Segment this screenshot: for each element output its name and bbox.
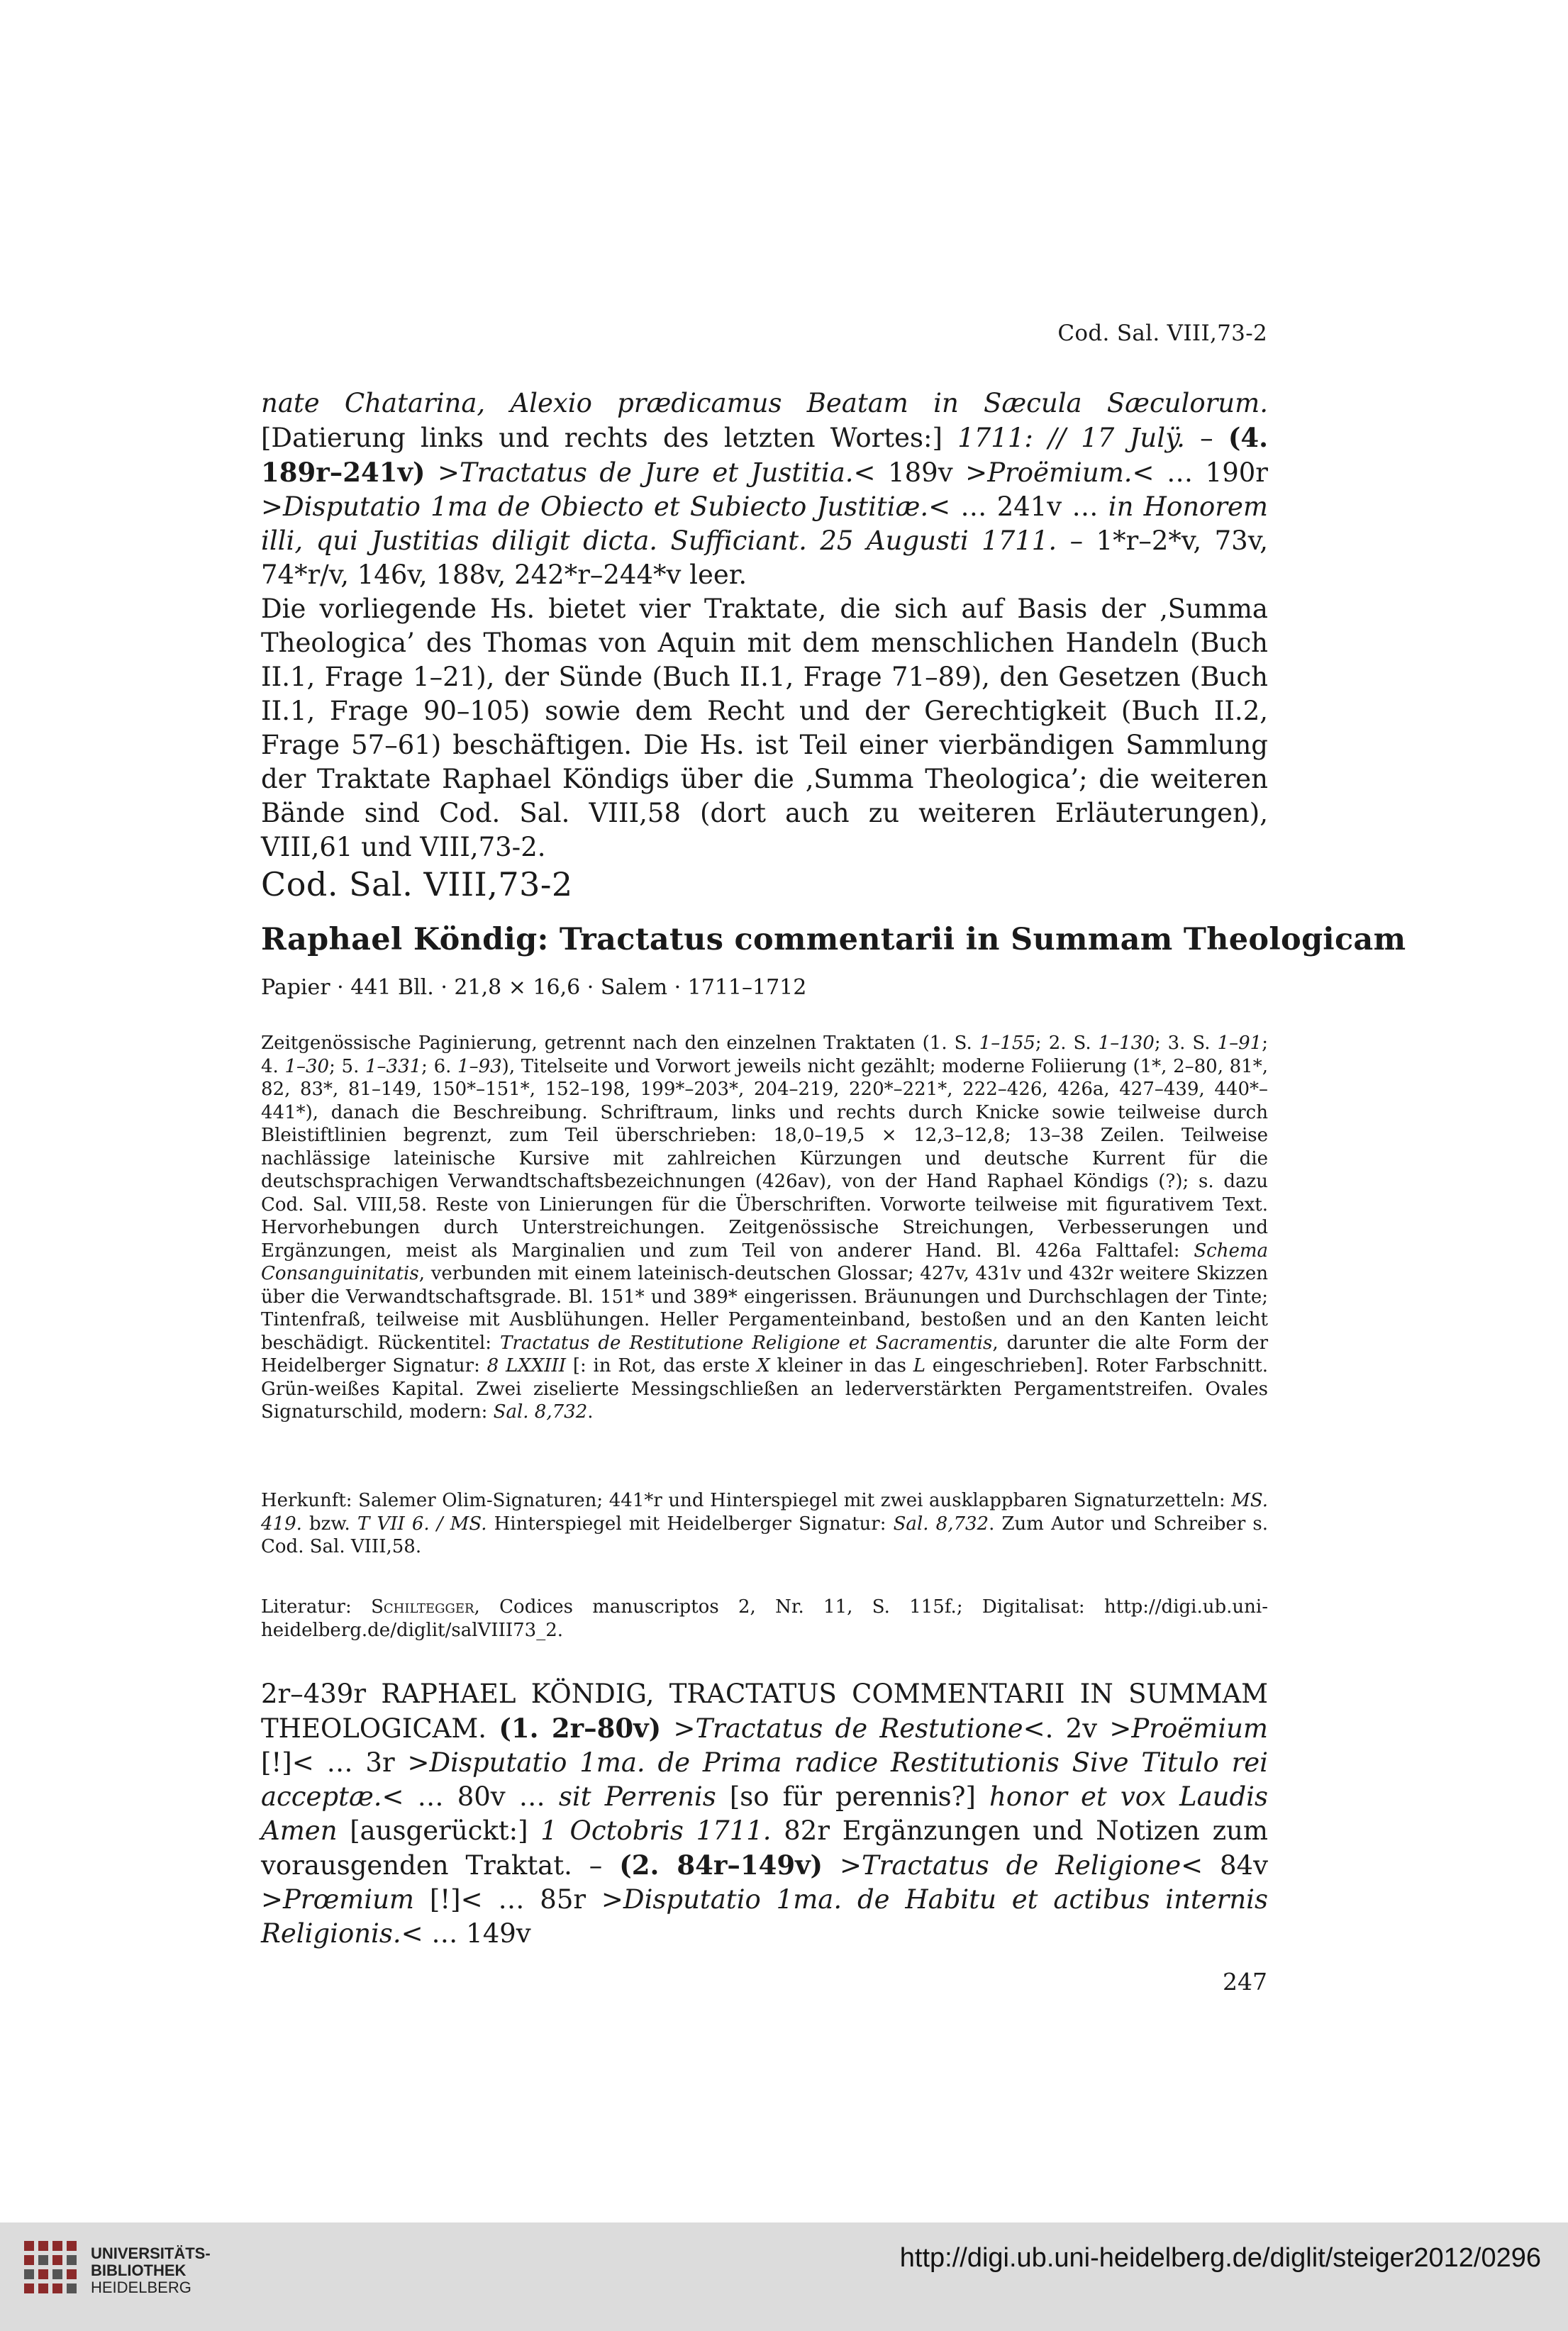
text-italic: Schema Consanguinitatis [261,1240,1268,1284]
logo-line: BIBLIOTHEK [91,2262,187,2279]
text: [Datierung links und rechts des letzten Wortes:] [261,423,958,453]
running-head: Cod. Sal. VIII,73-2 [1057,321,1267,346]
continuation-paragraph [261,386,1268,864]
logo-line: UNIVERSITÄTS- [91,2244,211,2262]
text-italic: Disputatio 1ma de Obiecto et Subiecto Justitiæ. [283,491,929,522]
text: ; 4. [261,1033,1268,1077]
physical-description [261,1032,1268,1424]
text: ; 2. S. [1035,1033,1099,1054]
text-italic: Tractatus de Restutione [695,1713,1023,1744]
library-logo-icon [17,2234,85,2302]
text-italic: 8 LXXIII [486,1355,567,1376]
text: 82r Ergänzungen und Notizen zum vorausgenden Traktat. – [261,1815,1268,1881]
source-url-link[interactable]: http://digi.ub.uni-heidelberg.de/diglit/steiger2012/0296 [899,2243,1541,2273]
section-heading: Cod. Sal. VIII,73-2 [261,865,573,903]
text: Hinterspiegel mit Heidelberger Signatur: [486,1513,894,1535]
text-italic: 1–331 [365,1055,422,1077]
text: , verbunden mit einem lateinisch-deutschen Glossar; 427v, 431v und 432r weitere Skizzen über die Verwandtschaftsgrade. Bl. 151* und 389* eingerissen. Bräunungen und Durchschlagen der Tinte; Tintenfraß, teilweise mit Ausblühungen. Heller Pergamenteinband, bestoßen und an den Kanten leicht beschädigt. Rückentitel: [261,1263,1268,1354]
text-italic: Tractatus de Religione [862,1850,1181,1881]
text-italic: Disputatio 1ma. de Prima radice Restitutionis Sive Titulo rei acceptæ. [261,1747,1268,1812]
text-italic: Proëmium. [987,457,1133,488]
text: < … 80v … [382,1781,559,1812]
text-italic: Tractatus de Jure et Justitia. [460,457,854,488]
text: – 1*r–2*v, 73v, 74*r/v, 146v, 188v, 242*r–244*v leer. [261,525,1268,590]
text: ; 3. S. [1154,1033,1218,1054]
text: kleiner in das [769,1355,913,1376]
text: ; 5. [329,1055,365,1077]
text: , darunter die alte Form der Heidelberger Signatur: [261,1332,1269,1376]
library-logo-text [91,2245,211,2296]
text: [!]< … 3r > [261,1747,430,1778]
logo-line: HEIDELBERG [91,2279,191,2296]
text-italic: Sal. 8,732 [493,1401,588,1423]
text-italic: X [757,1355,770,1376]
text: bzw. [301,1513,357,1535]
text-italic: 1–130 [1098,1033,1155,1054]
text: 2r–439r RAPHAEL KÖNDIG, TRACTATUS COMMENTARII IN SUMMAM THEOLOGICAM. [261,1679,1268,1744]
text-italic: T VII 6. / MS. [357,1513,487,1535]
text: Literatur: [261,1596,372,1618]
text-italic: honor et vox Laudis Amen [261,1781,1269,1846]
text: < … 190r > [261,457,1268,522]
text-italic: 1–93 [457,1055,502,1077]
text-italic: Disputatio 1ma. de Habitu et actibus internis Religionis. [261,1884,1268,1949]
contents-entry [261,1677,1268,1951]
text: – [1184,423,1228,453]
text: <. 2v > [1023,1713,1132,1744]
text: > [425,457,460,488]
text: , Codices manuscriptos 2, Nr. 11, S. 115f.; Digitalisat: http://digi.ub.uni-heidelberg.de/diglit/salVIII73_2. [261,1596,1268,1641]
text: [so für perennis?] [716,1781,990,1812]
text: > [661,1713,696,1744]
text: > [823,1850,862,1881]
text: < 189v > [853,457,988,488]
text-italic: Prœmium [283,1884,415,1915]
text: [ausgerückt:] [337,1815,541,1846]
text: [: in Rot, das erste [566,1355,757,1376]
description-paragraph: Die vorliegende Hs. bietet vier Traktate, die sich auf Basis der ‚Summa Theologica’ des Thomas von Aquin mit dem menschlichen Handeln (Buch II.1, Frage 1–21), der Sünde (Buch II.1, Frage 71–89), den Gesetzen (Buch II.1, Frage 90–105) sowie dem Recht und der Gerechtigkeit (Buch II.2, Frage 57–61) beschäftigen. Die Hs. ist Teil einer vierbändigen Sammlung der Traktate Raphael Köndigs über die ‚Summa Theologica’; die weiteren Bände sind Cod. Sal. VIII,58 (dort auch zu weiteren Erläuterungen), VIII,61 und VIII,73-2. [261,594,1268,862]
text: < … 149v [401,1918,531,1949]
text-smallcaps: Schiltegger [371,1596,474,1618]
text-italic: Proëmium [1131,1713,1268,1744]
text: Herkunft: Salemer Olim-Signaturen; 441*r und Hinterspiegel mit zwei ausklappbaren Signaturzetteln: [261,1490,1232,1511]
text-italic: Tractatus de Restitutione Religione et Sacramentis [500,1332,993,1354]
section-meta: Papier · 441 Bll. · 21,8 × 16,6 · Salem · 1711–1712 [261,975,807,1000]
text: . [587,1401,594,1423]
text: Zeitgenössische Paginierung, getrennt nach den einzelnen Traktaten (1. S. [261,1033,979,1054]
text-italic: 1–30 [284,1055,330,1077]
text-italic: in Honorem illi, qui Justitias diligit dicta. Sufficiant. 25 Augusti 1711. [261,491,1268,556]
text: eingeschrieben]. Roter Farbschnitt. Grün-weißes Kapital. Zwei ziselierte Messingschließen an lederverstärkten Pergamentstreifen. Ovales Signaturschild, modern: [261,1355,1268,1423]
text-italic: 1–91 [1217,1033,1262,1054]
text-italic: Sal. 8,732 [893,1513,989,1535]
footer-bar [0,2222,1568,2331]
text: ; 6. [421,1055,458,1077]
text-bold: (2. 84r–149v) [619,1849,823,1881]
provenance-paragraph [261,1489,1268,1559]
literature-paragraph [261,1596,1268,1642]
text-italic: 1–155 [979,1033,1035,1054]
text-italic: 1711: // 17 Julÿ. [957,423,1185,453]
text: < … 241v … [928,491,1108,522]
text-italic: L [913,1355,925,1376]
page-number: 247 [1223,1968,1267,1996]
text: [!]< … 85r > [414,1884,623,1915]
text-italic: sit Perrenis [558,1781,716,1812]
text-bold: (1. 2r–80v) [499,1713,662,1744]
text-italic: MS. 419. [261,1490,1268,1535]
text: . Zum Autor und Schreiber s. Cod. Sal. VIII,58. [261,1513,1268,1557]
section-title: Raphael Köndig: Tractatus commentarii in Summam Theologicam [261,922,1406,957]
text-italic: nate Chatarina, Alexio prædicamus Beatam in Sæcula Sæculorum. [261,388,1268,418]
text-italic: 1 Octobris 1711. [540,1815,772,1846]
text: ), Titelseite und Vorwort jeweils nicht gezählt; moderne Foliierung (1*, 2–80, 81*, 82, 83*, 81–149, 150*–151*, 152–198, 199*–203*, 204–219, 220*–221*, 222–426, 426a, 427–439, 440*–441*), danach die Beschreibung. Schriftraum, links und rechts durch Knicke sowie teilweise durch Bleistiftlinien begrenzt, zum Teil überschrieben: 18,0–19,5 × 12,3–12,8; 13–38 Zeilen. Teilweise nachlässige lateinische Kursive mit zahlreichen Kürzungen und deutsche Kurrent für die deutschsprachigen Verwandtschaftsbezeichnungen (426av), von der Hand Raphael Köndigs (?); s. dazu Cod. Sal. VIII,58. Reste von Linierungen für die Überschriften. Vorworte teilweise mit figurativem Text. Hervorhebungen durch Unterstreichungen. Zeitgenössische Streichungen, Verbesserungen und Ergänzungen, meist als Marginalien und zum Teil von anderer Hand. Bl. 426a Falttafel: [261,1055,1268,1262]
text: < 84v > [261,1850,1269,1915]
text-bold: (4. 189r–241v) [261,422,1269,488]
